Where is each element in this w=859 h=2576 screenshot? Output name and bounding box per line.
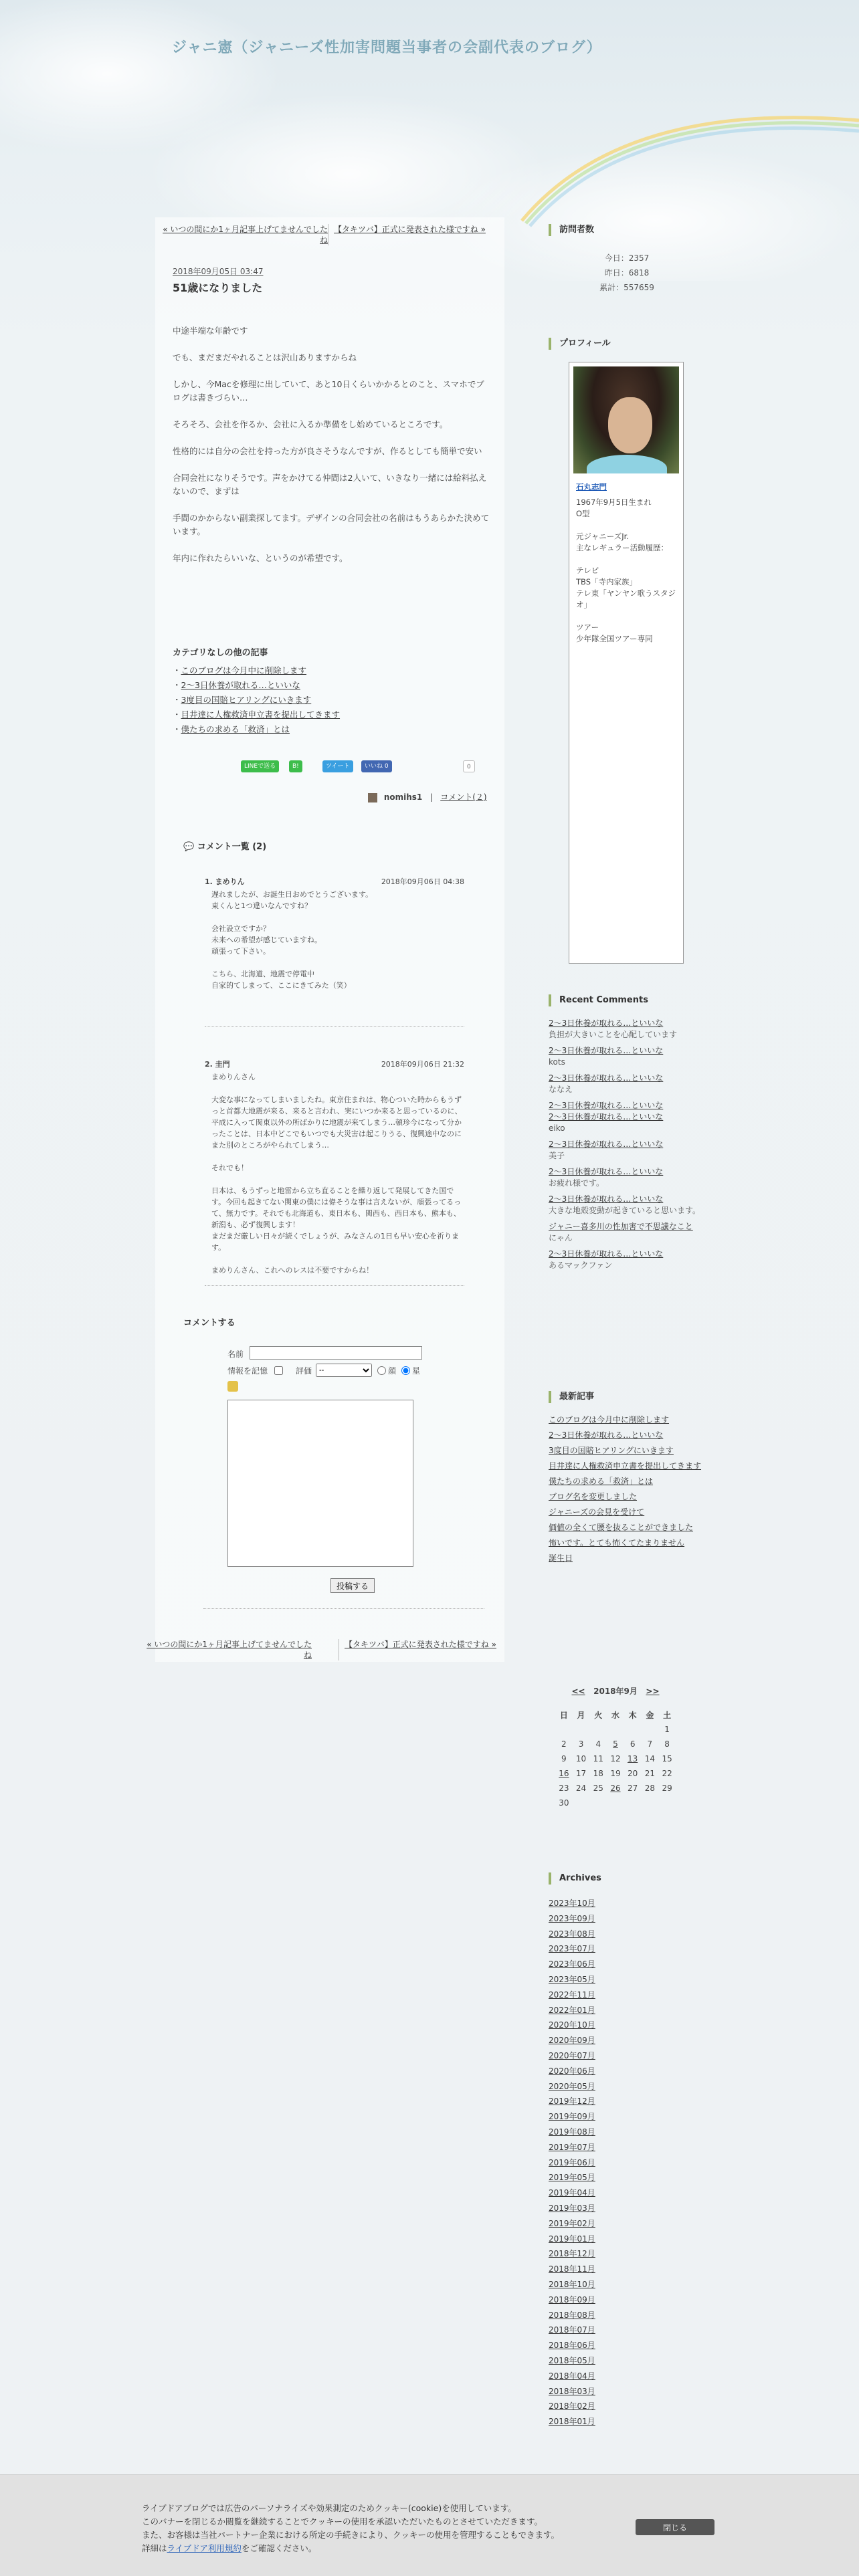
- archive-link[interactable]: 2018年09月: [549, 2294, 595, 2304]
- latest-post-link[interactable]: このブログは今月中に削除します: [549, 1415, 670, 1424]
- comment-paragraph: こちら、北海道、地震で停電中 自家的てしまって、ここにきてみた（笑）: [211, 970, 351, 990]
- recent-comment-user: お疲れ様です。: [549, 1178, 605, 1188]
- comment-date: 2018年09月06日 21:32: [381, 1060, 464, 1069]
- calendar-week: [555, 1722, 676, 1737]
- recent-comments-heading: Recent Comments: [549, 994, 705, 1006]
- archive-link[interactable]: 2019年02月: [549, 2218, 595, 2228]
- cookie-close-button[interactable]: 閉じる: [636, 2519, 714, 2535]
- comment-paragraph: それでも！: [211, 1164, 248, 1172]
- calendar-day: 4: [595, 1739, 601, 1749]
- recent-comment-link[interactable]: 2〜3日休養が取れる…といいな: [549, 1112, 664, 1121]
- archive-link[interactable]: 2018年06月: [549, 2341, 595, 2351]
- latest-post-link[interactable]: 2〜3日休養が取れる…といいな: [549, 1430, 664, 1440]
- calendar-day: [624, 1722, 642, 1737]
- calendar-day: 21: [644, 1769, 655, 1778]
- prev-post-link[interactable]: « いつの間にか1ヶ月記事上げてませんでしたね: [147, 1640, 312, 1660]
- recent-comment-user: kots: [549, 1057, 565, 1067]
- recent-comment-user: にゃん: [549, 1233, 573, 1243]
- archive-link[interactable]: 2022年01月: [549, 2005, 595, 2015]
- calendar-day[interactable]: 16: [559, 1769, 569, 1778]
- archive-link[interactable]: 2020年05月: [549, 2081, 595, 2091]
- recent-comment-user: ななえ: [549, 1085, 573, 1094]
- recent-comment-link[interactable]: 2〜3日休養が取れる…といいな: [549, 1140, 664, 1149]
- bookmark-count-button[interactable]: 0: [463, 760, 475, 772]
- calendar-day: 20: [628, 1769, 638, 1778]
- archive-link[interactable]: 2018年10月: [549, 2279, 595, 2289]
- profile-line: 元ジャニーズJr.: [576, 532, 629, 541]
- comment-paragraph: 大変な事になってしまいましたね。東京住まれは、物心ついた時からもうずっと首都大地震が来る、来ると言われ、実にいつか来ると思っているのに、平成に入って関東以外の所ばかりに地震が来てしまう…頓珍今になって分かったことは、日本中どこでもいつでも大災害は起こりうる、復興途中なのにまた別のところがやられてしまう…: [211, 1095, 462, 1150]
- post-paragraph: 手間のかからない副業探してます。デザインの合同会社の名前はもうあらかた決めています。: [173, 513, 490, 536]
- calendar: [555, 1685, 676, 1810]
- calendar-day: [589, 1722, 607, 1737]
- comment-author: 1. まめりん: [205, 877, 245, 886]
- terms-link[interactable]: ライブドア利用規約: [167, 2543, 242, 2553]
- comment-divider: [205, 1285, 464, 1286]
- archive-link[interactable]: 2019年01月: [549, 2234, 595, 2244]
- next-post-link[interactable]: 【タキツバ】正式に発表された様ですね »: [328, 224, 495, 245]
- tweet-button[interactable]: ツイート: [322, 760, 353, 772]
- related-heading: カテゴリなしの他の記事: [173, 648, 268, 658]
- recent-comment-user: eiko: [549, 1123, 565, 1133]
- archive-link[interactable]: 2023年10月: [549, 1899, 595, 1908]
- good-label: 星: [412, 1366, 421, 1376]
- calendar-prev-link[interactable]: <<: [571, 1687, 585, 1696]
- latest-post-link[interactable]: ブログ名を変更しました: [549, 1492, 638, 1501]
- calendar-body: [555, 1722, 676, 1810]
- archive-link[interactable]: 2018年01月: [549, 2417, 595, 2427]
- calendar-day: [607, 1722, 624, 1737]
- recent-comment-user: 美子: [549, 1151, 565, 1160]
- social-buttons: [241, 760, 495, 774]
- latest-post-link[interactable]: 3度目の国賠ヒアリングにいきます: [549, 1446, 674, 1455]
- calendar-weekday-row: [555, 1707, 676, 1722]
- hatena-bookmark-button[interactable]: B!: [289, 760, 302, 772]
- comments-heading: [183, 839, 266, 852]
- prev-post-link[interactable]: « いつの間にか1ヶ月記事上げてませんでしたね: [163, 225, 328, 245]
- comments-heading-text: コメント一覧 (2): [197, 842, 267, 852]
- profile-box: [569, 362, 684, 964]
- archive-link[interactable]: 2018年03月: [549, 2386, 595, 2396]
- post-paragraph: そろそろ、会社を作るか、会社に入るか準備をし始めているところです。: [173, 419, 448, 429]
- archive-link[interactable]: 2018年07月: [549, 2325, 595, 2335]
- recent-comment-link[interactable]: 2〜3日休養が取れる…といいな: [549, 1249, 664, 1259]
- bad-label: 顔: [388, 1366, 397, 1376]
- visits-yesterday: 昨日：6818: [604, 268, 650, 278]
- next-post-link[interactable]: 【タキツバ】正式に発表された様ですね »: [339, 1639, 506, 1660]
- archive-link[interactable]: 2018年05月: [549, 2355, 595, 2365]
- comment-author: 2. 圭門: [205, 1060, 230, 1069]
- related-article-link[interactable]: 目井達に人権救済申立書を提出してきます: [181, 710, 341, 720]
- calendar-day: [573, 1722, 590, 1737]
- related-article-link[interactable]: 2〜3日休養が取れる…といいな: [181, 680, 300, 690]
- comment-date: 2018年09月06日 04:38: [381, 877, 464, 886]
- calendar-week: [555, 1751, 676, 1766]
- main-column: [147, 217, 504, 1662]
- cookie-line: また、お客様は当社パートナー企業における所定の手続きにより、クッキーの使用を管理することもできます。: [142, 2530, 560, 2540]
- calendar-day: [589, 1796, 607, 1810]
- calendar-day: 18: [593, 1769, 603, 1778]
- profile-line: 少年隊全国ツアー専同: [576, 634, 653, 643]
- archive-link[interactable]: 2020年10月: [549, 2020, 595, 2030]
- calendar-day[interactable]: 26: [610, 1784, 621, 1793]
- calendar-day: 25: [593, 1784, 603, 1793]
- archive-link[interactable]: 2019年07月: [549, 2142, 595, 2152]
- facebook-like-button[interactable]: いいね 0: [361, 760, 392, 772]
- comment-body: [205, 889, 464, 991]
- emoji-picker-icon[interactable]: [227, 1381, 238, 1392]
- cookie-detail-suffix: をご確認ください。: [241, 2543, 317, 2553]
- post-paragraph: 合同会社になりそうです。声をかけてる仲間は2人いて、いきなり一緒には給料払えないので、まずは: [173, 473, 487, 496]
- recent-comment-user: 大きな地殻変動が起きていると思います。: [549, 1206, 701, 1215]
- calendar-week: [555, 1737, 676, 1751]
- post-title: 51歳になりました: [173, 282, 263, 294]
- post-paragraph: 中途半端な年齢です: [173, 326, 248, 336]
- profile-line: O型: [576, 509, 590, 518]
- calendar-day: [607, 1796, 624, 1810]
- recent-comment-user: 負担が大きいことを心配しています: [549, 1030, 678, 1039]
- calendar-weekday: 火: [594, 1710, 603, 1720]
- calendar-day: 30: [559, 1798, 569, 1808]
- calendar-day: 8: [664, 1739, 670, 1749]
- name-label: 名前: [227, 1350, 244, 1359]
- calendar-next-link[interactable]: >>: [646, 1687, 660, 1696]
- latest-post-link[interactable]: 価値の全くて腰を抜ることができました: [549, 1523, 694, 1532]
- calendar-day: [624, 1796, 642, 1810]
- cookie-text: [142, 2502, 559, 2555]
- recent-comment-link[interactable]: 2〜3日休養が取れる…といいな: [549, 1073, 664, 1083]
- calendar-day[interactable]: 13: [628, 1754, 638, 1763]
- related-article-link[interactable]: 僕たちの求める「救済」とは: [181, 724, 290, 734]
- calendar-day: 6: [630, 1739, 636, 1749]
- calendar-week: [555, 1796, 676, 1810]
- archive-link[interactable]: 2018年12月: [549, 2249, 595, 2259]
- profile-line: テレ東「ヤンヤン歌うスタジオ」: [576, 588, 676, 609]
- archive-link[interactable]: 2020年09月: [549, 2036, 595, 2046]
- archive-link[interactable]: 2019年09月: [549, 2112, 595, 2122]
- post-author: nomihs1 | コメント(２): [368, 791, 487, 802]
- comment-paragraph: 会社設立ですか？ 未来への希望が感じていますね。 頑張って下さい。: [211, 924, 322, 956]
- calendar-day: 23: [559, 1784, 569, 1793]
- blog-title[interactable]: ジャニ憲（ジャニーズ性加害問題当事者の会副代表のブログ）: [172, 39, 602, 56]
- calendar-day: [573, 1796, 590, 1810]
- calendar-day: 3: [578, 1739, 584, 1749]
- pager-bottom: [145, 1639, 506, 1660]
- comment-paragraph: まめりんさん、これへのレスは不要ですからね！: [211, 1266, 374, 1275]
- archive-link[interactable]: 2019年03月: [549, 2203, 595, 2213]
- cookie-detail-prefix: 詳細は: [142, 2543, 167, 2553]
- calendar-day: 7: [647, 1739, 653, 1749]
- archives-list: [549, 1896, 705, 2430]
- recent-comment-link[interactable]: 2〜3日休養が取れる…といいな: [549, 1101, 664, 1110]
- calendar-weekday: 木: [628, 1710, 637, 1720]
- recent-comment-user: あるマックファン: [549, 1261, 613, 1270]
- calendar-day: 28: [644, 1784, 655, 1793]
- latest-posts-heading: 最新記事: [549, 1391, 705, 1403]
- author-name[interactable]: nomihs1: [383, 792, 423, 802]
- calendar-day: 14: [644, 1754, 655, 1763]
- calendar-day: [658, 1796, 676, 1810]
- calendar-day: 1: [664, 1725, 670, 1734]
- archive-link[interactable]: 2019年04月: [549, 2188, 595, 2198]
- post-paragraph: でも、まだまだやれることは沢山ありますからね: [173, 352, 357, 362]
- archive-link[interactable]: 2018年04月: [549, 2371, 595, 2381]
- bad-radio[interactable]: [377, 1366, 386, 1375]
- post-paragraph: 年内に作れたらいいな、というのが希望です。: [173, 553, 348, 563]
- comment-paragraph: まめりんさん: [211, 1073, 256, 1081]
- latest-post-link[interactable]: 怖いです。とても怖くてたまりません: [549, 1538, 685, 1547]
- visits-today: 今日：2357: [604, 253, 650, 263]
- comment-item: [205, 876, 464, 1027]
- archive-link[interactable]: 2023年08月: [549, 1929, 595, 1939]
- cookie-detail: [142, 2542, 559, 2555]
- profile-line: 主なレギュラー活動履歴：: [576, 543, 668, 552]
- archive-link[interactable]: 2023年09月: [549, 1913, 595, 1923]
- calendar-day: 22: [662, 1769, 672, 1778]
- calendar-day: 11: [593, 1754, 603, 1763]
- calendar-table: [555, 1707, 676, 1810]
- recent-comment-link[interactable]: 2〜3日休養が取れる…といいな: [549, 1194, 664, 1204]
- calendar-weekday: 月: [577, 1710, 585, 1720]
- recent-comment-link[interactable]: 2〜3日休養が取れる…といいな: [549, 1167, 664, 1176]
- calendar-day: 29: [662, 1784, 672, 1793]
- archive-link[interactable]: 2018年02月: [549, 2401, 595, 2411]
- post-body: [173, 324, 490, 578]
- calendar-day: 24: [575, 1784, 587, 1793]
- cookie-banner: [0, 2474, 859, 2576]
- name-input[interactable]: [250, 1346, 422, 1360]
- archive-link[interactable]: 2023年07月: [549, 1944, 595, 1954]
- calendar-day: 17: [575, 1769, 587, 1778]
- calendar-weekday: 水: [611, 1710, 619, 1720]
- calendar-day: [642, 1796, 659, 1810]
- calendar-day: 27: [628, 1784, 638, 1793]
- profile-name-link[interactable]: 石丸志門: [576, 482, 607, 492]
- comment-body: [205, 1071, 464, 1276]
- visits-total: 累計：557659: [599, 283, 654, 292]
- archive-link[interactable]: 2023年06月: [549, 1959, 595, 1969]
- comment-item: [205, 1059, 464, 1286]
- comments-link[interactable]: コメント(２): [440, 792, 487, 802]
- calendar-day: 12: [610, 1754, 621, 1763]
- comment-textarea[interactable]: [227, 1400, 413, 1567]
- archive-link[interactable]: 2022年11月: [549, 1990, 595, 2000]
- comment-divider: [205, 1026, 464, 1027]
- archive-link[interactable]: 2018年11月: [549, 2264, 595, 2274]
- archive-link[interactable]: 2023年05月: [549, 1974, 595, 1984]
- visit-counter: [549, 251, 705, 295]
- remember-label: 情報を記憶: [227, 1366, 268, 1376]
- rating-label: 評価: [296, 1366, 312, 1376]
- calendar-day: [555, 1722, 573, 1737]
- comment-bubble-icon: 💬: [183, 842, 195, 852]
- calendar-weekday: 日: [559, 1710, 568, 1720]
- profile-spacer: [576, 611, 678, 622]
- latest-posts-list: [549, 1414, 705, 1568]
- related-article-link[interactable]: このブログは今月中に削除します: [181, 665, 307, 675]
- comment-paragraph: 日本は、もうずっと地雷から立ち直ることを繰り返して発展してきた国です。今回も起きてない関東の僕には偉そうな事は言えないが、頑張ってるって、無力です。それでも北海道も、東日本も、関西も、西日本も、熊本も、新潟も、必ず復興します！ まだまだ厳しい日々が続くでしょうが、みなさんの1日も早い安心を祈ります。: [211, 1186, 462, 1252]
- calendar-week: [555, 1766, 676, 1781]
- comment-form-heading: コメントする: [183, 1318, 235, 1328]
- form-divider: [203, 1608, 484, 1609]
- profile-line: TBS「寺内家族」: [576, 577, 638, 586]
- pager-top: [161, 224, 495, 245]
- calendar-day: 15: [662, 1754, 672, 1763]
- profile-line: 1967年9月5日生まれ: [576, 498, 652, 507]
- profile-face: [608, 397, 652, 453]
- archive-link[interactable]: 2018年08月: [549, 2310, 595, 2320]
- profile-shirt: [587, 455, 667, 473]
- recent-comments-list: [549, 1018, 705, 1276]
- post-date[interactable]: 2018年09月05日 03:47: [173, 267, 264, 276]
- profile-spacer: [576, 554, 678, 565]
- archive-link[interactable]: 2019年12月: [549, 2097, 595, 2107]
- related-article-link[interactable]: 3度目の国賠ヒアリングにいきます: [181, 695, 312, 705]
- calendar-day: [642, 1722, 659, 1737]
- latest-post-link[interactable]: 目井達に人権救済申立書を提出してきます: [549, 1461, 702, 1471]
- latest-post-link[interactable]: 誕生日: [549, 1553, 573, 1563]
- calendar-day: 19: [610, 1769, 621, 1778]
- profile-photo: [573, 366, 679, 473]
- latest-post-link[interactable]: 僕たちの求める「救済」とは: [549, 1477, 654, 1486]
- author-avatar: [368, 793, 377, 802]
- recent-comment-link[interactable]: 2〜3日休養が取れる…といいな: [549, 1018, 664, 1028]
- archives-heading: Archives: [549, 1872, 705, 1885]
- calendar-title: 2018年9月: [593, 1687, 638, 1696]
- calendar-day: 9: [561, 1754, 567, 1763]
- profile-heading: プロフィール: [549, 338, 705, 350]
- post-paragraph: しかし、今Macを修理に出していて、あと10日くらいかかるとのこと、スマホでブログは書きづらい…: [173, 379, 484, 403]
- rating-select[interactable]: [316, 1364, 372, 1377]
- related-articles: [173, 645, 490, 737]
- comment-paragraph: 遅れましたが、お誕生日おめでとうございます。 東くんと1つ違いなんですね？: [211, 890, 373, 910]
- profile-line: テレビ: [576, 566, 599, 575]
- remember-checkbox[interactable]: [274, 1366, 283, 1375]
- archive-link[interactable]: 2019年08月: [549, 2127, 595, 2137]
- post-paragraph: 性格的には自分の会社を持った方が良さそうなんですが、作るとしても簡単で安い: [173, 446, 482, 456]
- recent-comment-link[interactable]: ジャニー喜多川の性加害で不思議なこと: [549, 1222, 693, 1231]
- cookie-line: ライブドアブログでは広告のパーソナライズや効果測定のためクッキー(cookie)を使用しています。: [142, 2503, 516, 2513]
- calendar-day: 10: [575, 1754, 587, 1763]
- submit-comment-button[interactable]: 投稿する: [330, 1578, 375, 1593]
- cookie-line: このバナーを閉じるか閲覧を継続することでクッキーの使用を承認いただいたものとさせていただきます。: [142, 2516, 543, 2527]
- archive-link[interactable]: 2020年06月: [549, 2066, 595, 2076]
- calendar-weekday: 土: [663, 1710, 672, 1720]
- visits-heading: 訪問者数: [549, 224, 705, 236]
- profile-text: [576, 481, 678, 645]
- line-share-button[interactable]: LINEで送る: [241, 760, 279, 772]
- profile-spacer: [576, 520, 678, 531]
- recent-comment-link[interactable]: 2〜3日休養が取れる…といいな: [549, 1046, 664, 1055]
- latest-post-link[interactable]: ジャニーズの会見を受けて: [549, 1507, 645, 1517]
- archive-link[interactable]: 2019年06月: [549, 2157, 595, 2167]
- calendar-day[interactable]: 5: [613, 1739, 618, 1749]
- good-radio[interactable]: [401, 1366, 410, 1375]
- archive-link[interactable]: 2019年05月: [549, 2173, 595, 2183]
- archive-link[interactable]: 2020年07月: [549, 2050, 595, 2060]
- profile-line: ツアー: [576, 623, 599, 632]
- calendar-week: [555, 1781, 676, 1796]
- calendar-weekday: 金: [646, 1710, 654, 1720]
- calendar-day: 2: [561, 1739, 567, 1749]
